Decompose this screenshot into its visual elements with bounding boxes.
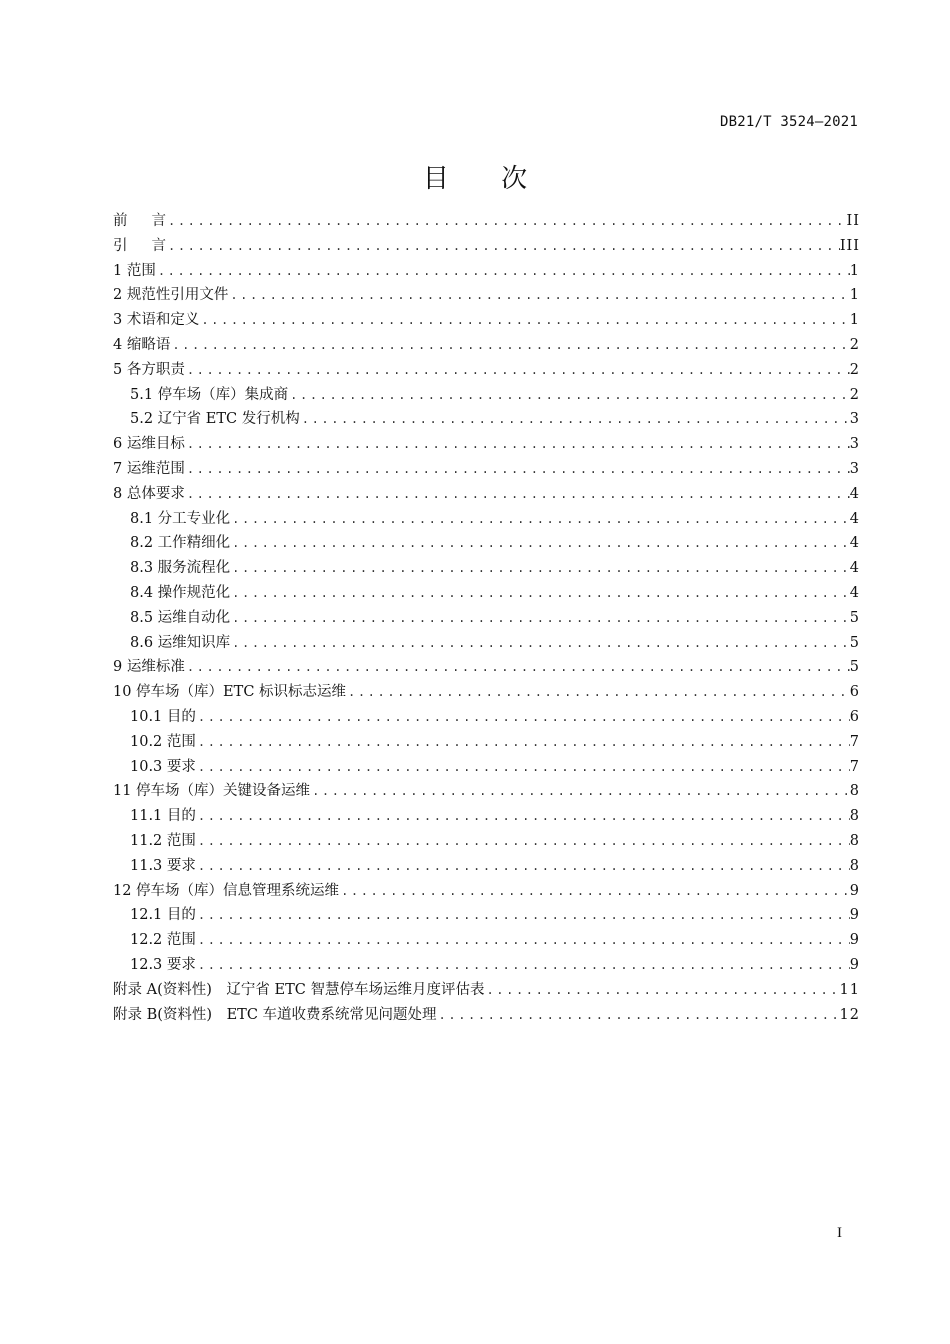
toc-dot-leader [437,1003,840,1028]
toc-entry[interactable] [113,1003,860,1028]
toc-dot-leader [230,581,850,606]
toc-entry-label: 12.1 目的 [130,907,196,924]
toc-entry-label: 11.2 范围 [130,832,196,849]
toc-dot-leader [185,655,850,680]
toc-entry-page: II [846,213,860,229]
toc-entry-label: 附录 B(资料性) ETC 车道收费系统常见问题处理 [113,1006,437,1023]
toc-entry-label: 11.3 要求 [130,857,196,874]
toc-entry-page: 9 [849,882,860,899]
toc-dot-leader [196,829,850,854]
toc-dot-leader [185,482,850,507]
toc-entry[interactable] [113,928,860,953]
toc-entry[interactable] [113,457,860,482]
toc-entry-label: 7 运维范围 [113,460,185,477]
toc-entry[interactable] [113,854,860,879]
toc-title: 目 次 [422,164,550,194]
toc-dot-leader [196,928,850,953]
toc-entry-label: 4 缩略语 [113,336,171,353]
toc-dot-leader [166,234,840,259]
toc-entry-page: 7 [849,733,860,750]
toc-dot-leader [196,854,850,879]
toc-entry-label: 1 范围 [113,262,156,279]
toc-dot-leader [196,705,850,730]
toc-entry[interactable] [113,705,860,730]
toc-entry-page: 3 [849,460,860,477]
toc-entry-label: 8.6 运维知识库 [130,634,231,651]
toc-entry-page: 3 [849,411,860,428]
toc-dot-leader [196,730,850,755]
toc-entry-page: 6 [849,684,860,701]
toc-entry-label: 8 总体要求 [113,485,185,502]
toc-entry[interactable] [113,730,860,755]
toc-entry-page: 9 [849,907,860,924]
toc-entry[interactable] [113,804,860,829]
toc-dot-leader [300,407,850,432]
toc-entry-page: 9 [849,932,860,949]
toc-dot-leader [230,531,850,556]
toc-dot-leader [196,953,850,978]
toc-entry-page: 4 [849,560,860,577]
toc-entry-label: 8.5 运维自动化 [130,609,231,626]
toc-entry-page: 9 [849,956,860,973]
toc-entry[interactable] [113,531,860,556]
toc-dot-leader [185,432,850,457]
toc-dot-leader [185,457,850,482]
toc-dot-leader [288,383,850,408]
toc-entry-page: 1 [849,287,860,304]
toc-entry[interactable] [113,755,860,780]
toc-entry-page: 2 [849,336,860,353]
toc-entry-page: 5 [849,659,860,676]
toc-entry-label: 8.1 分工专业化 [130,510,231,527]
toc-entry-label: 5.2 辽宁省 ETC 发行机构 [130,411,300,428]
toc-entry[interactable] [113,482,860,507]
toc-entry-page: 7 [849,758,860,775]
toc-entry-page: 2 [849,361,860,378]
toc-dot-leader [170,333,849,358]
toc-entry-page: 1 [849,262,860,279]
toc-entry-label: 3 术语和定义 [113,312,200,329]
toc-entry-label: 10 停车场（库）ETC 标识标志运维 [113,684,347,701]
toc-entry[interactable] [113,879,860,904]
toc-entry[interactable] [113,655,860,680]
toc-entry[interactable] [113,631,860,656]
toc-entry-label: 8.3 服务流程化 [130,560,231,577]
toc-dot-leader [166,209,847,234]
toc-dot-leader [484,978,839,1003]
toc-entry-label: 引言 [113,237,190,254]
toc-entry-label: 11 停车场（库）关键设备运维 [113,783,311,800]
toc-entry-page: 4 [849,510,860,527]
toc-entry[interactable] [113,556,860,581]
toc-entry[interactable] [113,407,860,432]
toc-dot-leader [196,755,850,780]
toc-dot-leader [339,879,850,904]
toc-entry-page: 1 [849,312,860,329]
toc-entry-label: 12.3 要求 [130,956,196,973]
toc-entry[interactable] [113,779,860,804]
toc-entry-label: 10.3 要求 [130,758,196,775]
toc-dot-leader [310,779,850,804]
toc-entry-page: 8 [849,808,860,825]
toc-entry-label: 8.2 工作精细化 [130,535,231,552]
toc-dot-leader [228,283,849,308]
toc-entry-label: 前言 [113,213,190,229]
toc-entry[interactable] [113,234,860,259]
toc-dot-leader [156,259,850,284]
toc-entry-page: 2 [849,386,860,403]
toc-entry-label: 10.1 目的 [130,708,196,725]
toc-entry-page: 5 [849,634,860,651]
toc-entry[interactable] [113,432,860,457]
toc-entry-page: 3 [849,436,860,453]
toc-entry[interactable] [113,829,860,854]
toc-entry-label: 9 运维标准 [113,659,185,676]
toc-entry[interactable] [113,903,860,928]
toc-entry-page: III [839,237,860,254]
toc-entry-label: 12 停车场（库）信息管理系统运维 [113,882,340,899]
toc-entry[interactable] [113,581,860,606]
toc-entry[interactable] [113,283,860,308]
toc-entry[interactable] [113,680,860,705]
toc-entry-page: 4 [849,535,860,552]
toc-dot-leader [199,308,849,333]
toc-entry[interactable] [113,383,860,408]
toc-entry-label: 附录 A(资料性) 辽宁省 ETC 智慧停车场运维月度评估表 [113,981,485,998]
table-of-contents [113,209,860,1027]
toc-entry-page: 4 [849,485,860,502]
toc-entry-page: 6 [849,708,860,725]
toc-dot-leader [230,507,850,532]
toc-entry-page: 4 [849,584,860,601]
toc-entry-label: 11.1 目的 [130,808,196,825]
toc-dot-leader [196,903,850,928]
toc-entry-page: 8 [849,783,860,800]
toc-dot-leader [196,804,850,829]
toc-entry[interactable] [113,308,860,333]
toc-entry[interactable] [113,209,860,234]
toc-entry-label: 8.4 操作规范化 [130,584,231,601]
toc-entry-label: 5 各方职责 [113,361,185,378]
toc-entry-label: 12.2 范围 [130,932,196,949]
toc-entry-page: 5 [849,609,860,626]
toc-dot-leader [230,556,850,581]
document-code: DB21/T 3524—2021 [719,114,858,130]
toc-entry-page: 11 [839,981,860,998]
page-number: I [837,1225,842,1241]
toc-dot-leader [346,680,850,705]
toc-entry-label: 2 规范性引用文件 [113,287,229,304]
toc-entry[interactable] [113,606,860,631]
toc-entry-label: 6 运维目标 [113,436,185,453]
toc-dot-leader [230,606,850,631]
toc-entry-page: 8 [849,832,860,849]
toc-dot-leader [185,358,850,383]
toc-entry-label: 10.2 范围 [130,733,196,750]
toc-dot-leader [230,631,850,656]
toc-entry[interactable] [113,333,860,358]
toc-entry[interactable] [113,953,860,978]
toc-entry[interactable] [113,358,860,383]
toc-entry[interactable] [113,978,860,1003]
toc-entry-page: 12 [839,1006,860,1023]
toc-entry-page: 8 [849,857,860,874]
toc-entry-label: 5.1 停车场（库）集成商 [130,386,289,403]
toc-entry[interactable] [113,259,860,284]
toc-entry[interactable] [113,507,860,532]
